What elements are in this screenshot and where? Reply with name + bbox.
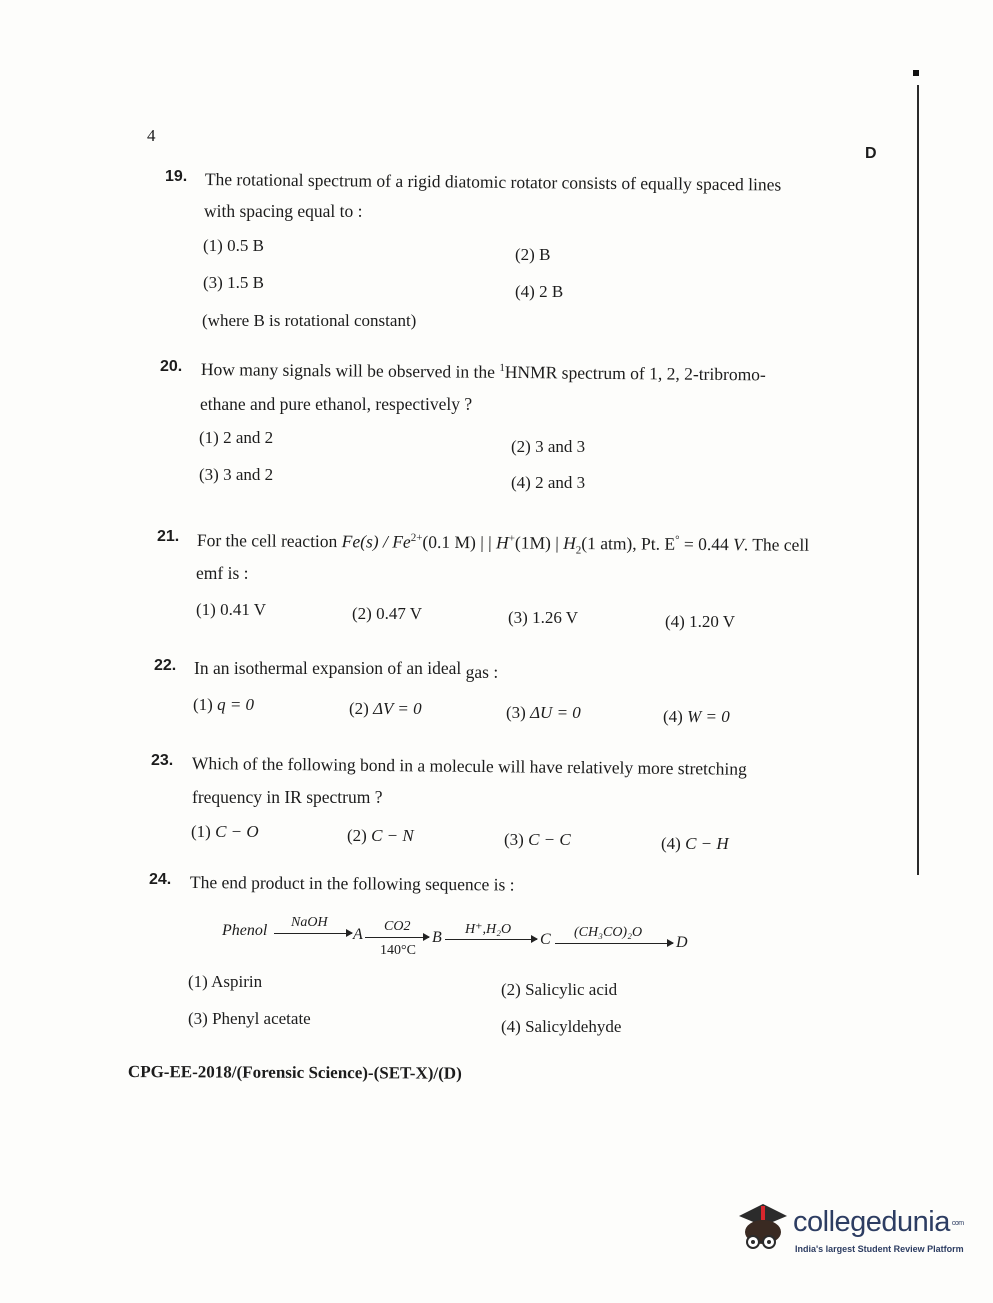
text-part: gas : (465, 662, 499, 682)
question-number: 24. (149, 871, 172, 888)
logo-wordmark (793, 1206, 964, 1239)
reagent-3: H⁺,H₂O (465, 922, 512, 937)
option-expression: ΔV = 0 (373, 699, 422, 718)
question-number: 22. (154, 657, 177, 674)
option-4: (4) 2 and 3 (511, 473, 586, 492)
set-code: D (865, 145, 877, 162)
option-number: (3) (506, 703, 531, 722)
equation-part: (1 atm), Pt. E (581, 533, 676, 554)
subscript: 2 (575, 544, 582, 557)
reaction-scheme (222, 912, 702, 964)
option-4: (4) 2 B (515, 282, 564, 301)
option-2 (349, 699, 422, 719)
option-4: (4) Salicyldehyde (501, 1017, 622, 1036)
product-a: A (353, 926, 363, 943)
reaction-arrow (555, 943, 673, 944)
option-expression: C − H (685, 834, 729, 853)
option-2: (2) Salicylic acid (501, 980, 618, 999)
option-4 (661, 834, 729, 854)
option-expression: C − N (371, 826, 414, 845)
superscript: 1 (499, 362, 505, 375)
option-number: (2) (349, 699, 374, 718)
footer-code: CPG-EE-2018/(Forensic Science)-(SET-X)/(D) (127, 1062, 462, 1083)
question-text-line1 (201, 359, 766, 385)
text-part: How many signals will be observed in the (200, 359, 500, 382)
option-4 (663, 707, 730, 727)
superscript: + (508, 532, 515, 545)
option-2: (2) B (515, 245, 551, 264)
option-1: (1) 2 and 2 (199, 428, 274, 447)
question-number: 21. (157, 528, 180, 545)
product-b: B (432, 929, 442, 946)
scan-edge-line (917, 85, 919, 875)
question-text-line1: The end product in the following sequence is : (189, 872, 515, 895)
reagent-4: (CH₃CO)₂O (574, 925, 643, 940)
logo-suffix: com (951, 1219, 964, 1227)
superscript: ° (675, 533, 680, 546)
equation-part: Fe(s) / Fe (341, 531, 411, 552)
question-text-line2: emf is : (196, 563, 249, 583)
text-part: For the cell reaction (196, 530, 342, 552)
equation-part: V (733, 534, 744, 555)
question-text-line1: The rotational spectrum of a rigid diatomic rotator consists of equally spaced lines (204, 169, 782, 195)
reaction-arrow (365, 937, 429, 938)
option-1 (193, 695, 254, 715)
equation-part: = 0.44 (679, 533, 734, 555)
logo-mascot-icon (735, 1198, 791, 1256)
question-number: 23. (151, 752, 174, 769)
option-expression: C − C (528, 830, 571, 849)
option-3: (3) Phenyl acetate (188, 1009, 311, 1028)
collegedunia-logo (735, 1198, 965, 1268)
scan-mark (913, 70, 919, 76)
question-text-line1 (197, 530, 809, 558)
option-3: (3) 1.26 V (508, 608, 579, 627)
option-3: (3) 1.5 B (203, 273, 264, 292)
text-part: HNMR spectrum of 1, 2, 2-tribromo- (504, 361, 766, 385)
option-3: (3) 3 and 2 (199, 465, 274, 484)
text-part: In an isothermal expansion of an ideal (194, 658, 466, 678)
option-1: (1) 0.5 B (203, 236, 264, 255)
option-2: (2) 0.47 V (352, 604, 423, 623)
equation-part: H (563, 532, 576, 553)
option-2: (2) 3 and 3 (511, 437, 586, 456)
logo-tagline: India's largest Student Review Platform (795, 1244, 964, 1254)
text-part: . The cell (743, 534, 810, 555)
question-number: 19. (165, 168, 188, 185)
question-text-line2: frequency in IR spectrum ? (192, 787, 383, 807)
option-expression: ΔU = 0 (530, 703, 581, 722)
option-2 (347, 826, 414, 846)
question-number: 20. (160, 358, 183, 375)
question-text-line2: with spacing equal to : (204, 201, 363, 221)
option-number: (4) (661, 834, 686, 853)
page-number: 4 (147, 126, 156, 145)
reagent-2-condition: 140°C (380, 943, 416, 958)
option-3 (506, 703, 581, 723)
equation-part: (1M) | (514, 532, 564, 553)
reagent-2: CO2 (384, 919, 411, 934)
option-number: (1) (191, 822, 216, 841)
option-1: (1) Aspirin (188, 972, 263, 991)
option-1: (1) 0.41 V (196, 600, 267, 619)
option-1 (191, 822, 259, 842)
option-number: (3) (504, 830, 529, 849)
equation-part: (0.1 M) | | (422, 531, 497, 553)
reagent-1: NaOH (291, 915, 328, 930)
reactant-phenol: Phenol (222, 922, 268, 939)
question-text-line1: Which of the following bond in a molecule will have relatively more stretching (191, 753, 747, 779)
product-d: D (676, 934, 688, 951)
option-expression: W = 0 (687, 707, 730, 726)
reaction-arrow (274, 933, 352, 934)
option-expression: C − O (215, 822, 259, 841)
logo-name: collegedunia (793, 1206, 950, 1238)
reaction-arrow (445, 939, 537, 940)
option-number: (2) (347, 826, 372, 845)
question-text-line1 (194, 658, 499, 682)
question-text-line2: ethane and pure ethanol, respectively ? (200, 394, 473, 414)
question-note: (where B is rotational constant) (202, 311, 417, 330)
option-number: (4) (663, 707, 688, 726)
option-3 (504, 830, 571, 850)
option-expression: q = 0 (217, 695, 255, 714)
option-4: (4) 1.20 V (665, 612, 736, 631)
product-c: C (540, 931, 551, 948)
superscript: 2+ (410, 531, 423, 544)
option-number: (1) (193, 695, 218, 714)
equation-part: H (495, 532, 509, 553)
